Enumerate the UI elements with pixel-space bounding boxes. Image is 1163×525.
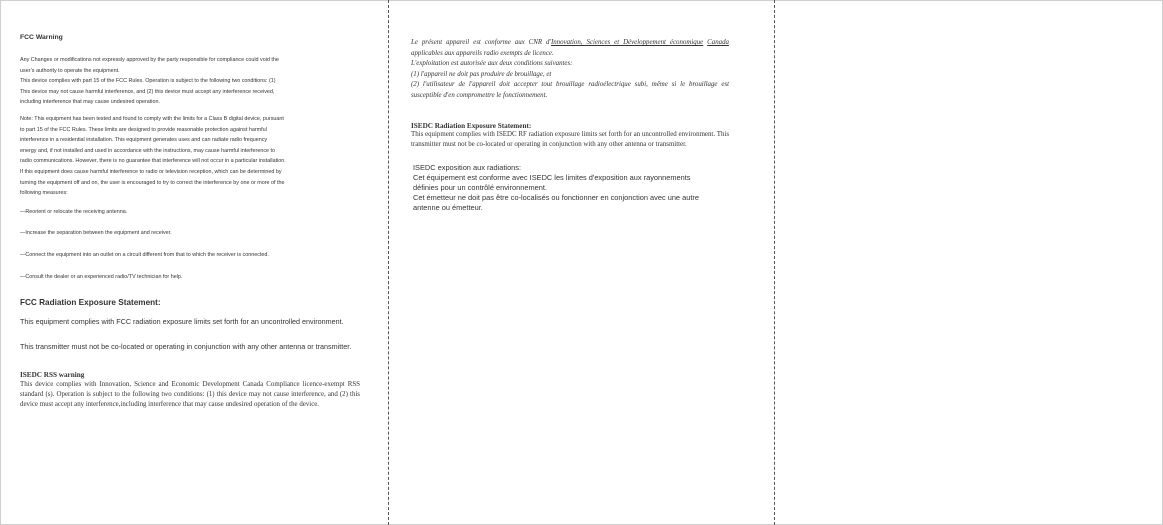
exposition-line: Cet émetteur ne doit pas être co-localisés ou fonctionner en conjonction avec une autre [413, 193, 699, 202]
french-lead: Le présent appareil est conforme aux CNR d' [411, 39, 551, 46]
exposition-line: définies pour un contrôlé environnement. [413, 183, 547, 192]
french-underlined-2: Canada [707, 39, 729, 46]
fcc-note-text [20, 114, 360, 199]
note-line: following measures: [20, 190, 68, 197]
fcc-radiation-line: This equipment complies with FCC radiation exposure limits set forth for an uncontrolled environment. [20, 317, 344, 327]
exposition-line: ISEDC exposition aux radiations: [413, 163, 522, 172]
note-line: Note: This equipment has been tested and found to comply with the limits for a Class B digital device, pursuant [20, 115, 284, 122]
french-notice-line: (2) l'utilisateur de l'appareil doit accepter tout brouillage radioélectrique subi, même si le brouillage est susceptible d'en compromettre le fonctionnement. [411, 81, 729, 99]
fcc-radiation-title: FCC Radiation Exposure Statement: [20, 298, 161, 308]
french-notice-line: L'exploitation est autorisée aux deux conditions suivantes: [411, 60, 573, 67]
note-line: energy and, if not installed and used in accordance with the instructions, may cause harmful interference to [20, 147, 275, 154]
fcc-warning-title: FCC Warning [20, 34, 63, 41]
note-line: radio communications. However, there is no guarantee that interference will not occur in a particular installation. [20, 158, 286, 165]
measure-item: —Reorient or relocate the receiving antenna. [20, 208, 128, 215]
fcc-line: user’s authority to operate the equipment. [20, 67, 120, 74]
french-notice-line: (1) l'appareil ne doit pas produire de brouillage, et [411, 70, 552, 78]
measure-item: —Increase the separation between the equipment and receiver. [20, 230, 172, 237]
fcc-line: This device complies with part 15 of the FCC Rules. Operation is subject to the following two conditions: (1) [20, 78, 276, 85]
exposition-line: Cet équipement est conforme avec ISEDC les limites d'exposition aux rayonnements [413, 173, 691, 182]
note-line: turning the equipment off and on, the user is encouraged to try to correct the interference by one or more of the [20, 179, 285, 186]
isedc-exposition [411, 163, 729, 213]
left-column [20, 34, 360, 410]
fcc-line: This device may not cause harmful interference, and (2) this device must accept any interference received, [20, 88, 275, 95]
isedc-rss-title: ISEDC RSS warning [20, 371, 85, 380]
middle-column [411, 38, 729, 213]
fold-line-1 [388, 0, 389, 525]
french-rest: applicables aux appareils radio exempts de licence. [411, 49, 554, 57]
measure-item: —Consult the dealer or an experienced radio/TV technician for help. [20, 273, 183, 280]
french-underlined-1: Innovation, Sciences et Développement économique [550, 39, 704, 46]
isedc-radiation-title: ISEDC Radiation Exposure Statement: [411, 122, 532, 130]
fcc-line: including interference that may cause undesired operation. [20, 99, 160, 106]
fcc-line: Any Changes or modifications not expressly approved by the party responsible for compliance could void the [20, 57, 279, 63]
isedc-radiation-body: This equipment complies with ISEDC RF radiation exposure limits set forth for an uncontrolled environment. This transmitter must not be co-located or operating in conjunction with any other antenna or transmitter. [411, 131, 729, 148]
measure-item: —Connect the equipment into an outlet on a circuit different from that to which the receiver is connected. [20, 251, 269, 258]
note-line: If this equipment does cause harmful interference to radio or television reception, which can be determined by [20, 168, 282, 175]
note-line: interference in a residential installation. This equipment generates uses and can radiate radio frequency [20, 137, 268, 144]
french-notice-first [411, 38, 729, 59]
fold-line-2 [774, 0, 775, 525]
note-line: to part 15 of the FCC Rules. These limits are designed to provide reasonable protection against harmful [20, 126, 267, 133]
isedc-rss-body: This device complies with Innovation, Science and Economic Development Canada Compliance licence-exempt RSS standard (s). Operation is subject to the following two conditions: (1) this device may not cause interference, and (2) this device must accept any interference,including interference that may cause undesired operation of the device. [20, 381, 360, 409]
exposition-line: antenne ou émetteur. [413, 203, 483, 212]
fcc-warning-text [20, 55, 360, 108]
fcc-radiation-line: This transmitter must not be co-located or operating in conjunction with any other antenna or transmitter. [20, 342, 352, 352]
